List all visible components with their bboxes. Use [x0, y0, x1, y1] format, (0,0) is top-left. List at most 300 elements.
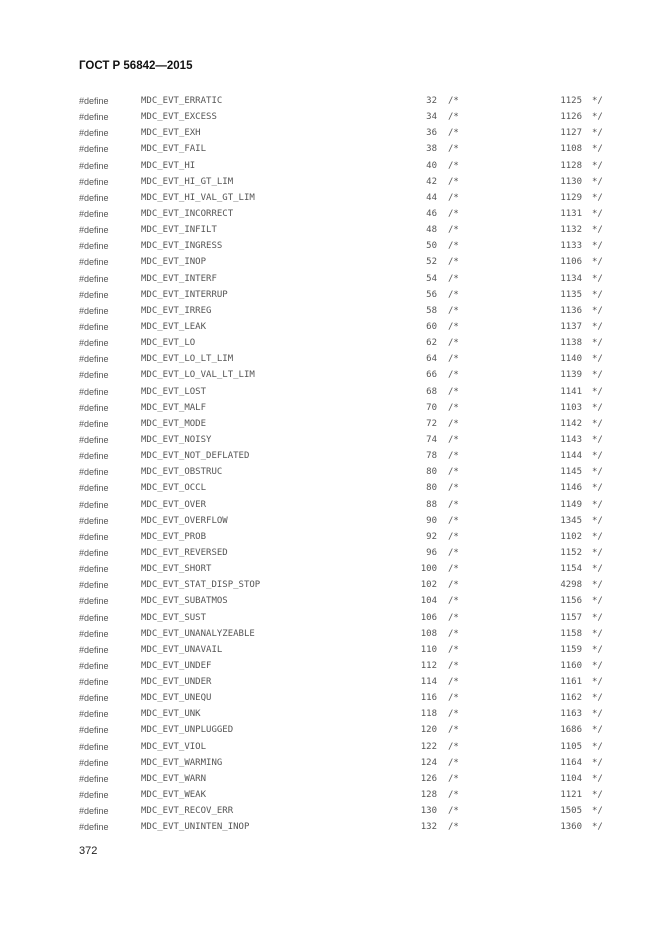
term-code: 1125 — [560, 96, 582, 106]
define-keyword: #define — [79, 757, 109, 768]
constant-value: 46 — [426, 208, 437, 219]
comment-open: /* — [448, 208, 459, 219]
code-line — [0, 176, 661, 192]
term-code: 1130 — [560, 176, 582, 187]
code-line — [0, 256, 661, 272]
constant-value: 34 — [426, 112, 437, 123]
define-keyword: #define — [79, 515, 109, 526]
comment-close: */ — [592, 96, 603, 106]
constant-name: MDC_EVT_OCCL — [141, 483, 207, 494]
term-code: 1136 — [560, 305, 582, 316]
comment-close: */ — [592, 160, 603, 171]
code-line — [0, 773, 661, 789]
constant-name: MDC_EVT_INTERF — [141, 273, 217, 284]
comment-close: */ — [592, 338, 603, 349]
define-keyword: #define — [79, 596, 109, 607]
comment-close: */ — [592, 693, 603, 704]
comment-open: /* — [448, 806, 459, 817]
comment-close: */ — [592, 580, 603, 591]
comment-open: /* — [448, 241, 459, 252]
code-line — [0, 660, 661, 676]
comment-close: */ — [592, 354, 603, 365]
code-line — [0, 821, 661, 837]
comment-open: /* — [448, 596, 459, 607]
comment-close: */ — [592, 547, 603, 558]
define-keyword: #define — [79, 434, 109, 445]
comment-open: /* — [448, 257, 459, 268]
comment-close: */ — [592, 418, 603, 429]
comment-close: */ — [592, 757, 603, 768]
comment-close: */ — [592, 822, 603, 833]
comment-open: /* — [448, 725, 459, 736]
constant-name: MDC_EVT_IRREG — [141, 305, 212, 316]
constant-value: 36 — [426, 128, 437, 139]
constant-value: 102 — [420, 580, 437, 591]
constant-name: MDC_EVT_UNEQU — [141, 693, 212, 704]
comment-close: */ — [592, 806, 603, 817]
comment-open: /* — [448, 515, 459, 526]
constant-value: 42 — [426, 176, 437, 187]
comment-open: /* — [448, 547, 459, 558]
define-keyword: #define — [79, 225, 109, 236]
term-code: 1345 — [560, 515, 582, 526]
code-line — [0, 757, 661, 773]
term-code: 1143 — [560, 434, 582, 445]
define-keyword: #define — [79, 144, 109, 155]
comment-open: /* — [448, 305, 459, 316]
code-line — [0, 628, 661, 644]
constant-value: 78 — [426, 451, 437, 462]
constant-value: 128 — [420, 790, 437, 801]
constant-value: 64 — [426, 354, 437, 365]
code-line — [0, 192, 661, 208]
comment-open: /* — [448, 483, 459, 494]
comment-close: */ — [592, 289, 603, 300]
comment-close: */ — [592, 451, 603, 462]
term-code: 1161 — [560, 677, 582, 688]
term-code: 1149 — [560, 499, 582, 510]
code-line — [0, 240, 661, 256]
term-code: 1131 — [560, 208, 582, 219]
code-line — [0, 563, 661, 579]
constant-name: MDC_EVT_PROB — [141, 531, 207, 542]
code-line — [0, 289, 661, 305]
define-keyword: #define — [79, 321, 109, 332]
constant-name: MDC_EVT_REVERSED — [141, 547, 228, 558]
code-line — [0, 305, 661, 321]
comment-close: */ — [592, 628, 603, 639]
code-listing — [0, 95, 661, 837]
constant-name: MDC_EVT_WEAK — [141, 790, 207, 801]
code-line — [0, 111, 661, 127]
constant-value: 118 — [420, 709, 437, 720]
comment-close: */ — [592, 677, 603, 688]
comment-close: */ — [592, 257, 603, 268]
constant-value: 88 — [426, 499, 437, 510]
code-line — [0, 708, 661, 724]
term-code: 1144 — [560, 451, 582, 462]
term-code: 1145 — [560, 467, 582, 478]
code-line — [0, 143, 661, 159]
term-code: 1138 — [560, 338, 582, 349]
term-code: 1106 — [560, 257, 582, 268]
constant-value: 108 — [420, 628, 437, 639]
constant-value: 68 — [426, 386, 437, 397]
code-line — [0, 676, 661, 692]
code-line — [0, 547, 661, 563]
comment-close: */ — [592, 596, 603, 607]
term-code: 1146 — [560, 483, 582, 494]
comment-close: */ — [592, 644, 603, 655]
constant-value: 104 — [420, 596, 437, 607]
define-keyword: #define — [79, 176, 109, 187]
comment-open: /* — [448, 531, 459, 542]
constant-name: MDC_EVT_EXH — [141, 128, 201, 139]
constant-name: MDC_EVT_NOT_DEFLATED — [141, 451, 250, 462]
code-line — [0, 612, 661, 628]
define-keyword: #define — [79, 709, 109, 720]
constant-name: MDC_EVT_UNK — [141, 709, 201, 720]
constant-name: MDC_EVT_EXCESS — [141, 112, 217, 123]
constant-value: 44 — [426, 192, 437, 203]
constant-value: 106 — [420, 612, 437, 623]
constant-name: MDC_EVT_RECOV_ERR — [141, 806, 234, 817]
code-line — [0, 208, 661, 224]
term-code: 1162 — [560, 693, 582, 704]
code-line — [0, 337, 661, 353]
code-line — [0, 450, 661, 466]
comment-open: /* — [448, 273, 459, 284]
comment-open: /* — [448, 580, 459, 591]
term-code: 1135 — [560, 289, 582, 300]
comment-close: */ — [592, 564, 603, 575]
page-number: 372 — [79, 845, 98, 857]
constant-name: MDC_EVT_HI_VAL_GT_LIM — [141, 192, 255, 203]
constant-name: MDC_EVT_INFILT — [141, 225, 217, 236]
constant-name: MDC_EVT_INCORRECT — [141, 208, 234, 219]
constant-value: 60 — [426, 321, 437, 332]
define-keyword: #define — [79, 273, 109, 284]
comment-open: /* — [448, 402, 459, 413]
comment-close: */ — [592, 321, 603, 332]
define-keyword: #define — [79, 160, 109, 171]
constant-name: MDC_EVT_OBSTRUC — [141, 467, 223, 478]
constant-name: MDC_EVT_INGRESS — [141, 241, 223, 252]
define-keyword: #define — [79, 370, 109, 381]
comment-close: */ — [592, 612, 603, 623]
constant-value: 132 — [420, 822, 437, 833]
term-code: 1137 — [560, 321, 582, 332]
comment-open: /* — [448, 660, 459, 671]
constant-value: 124 — [420, 757, 437, 768]
comment-close: */ — [592, 144, 603, 155]
comment-open: /* — [448, 677, 459, 688]
constant-value: 56 — [426, 289, 437, 300]
term-code: 1160 — [560, 660, 582, 671]
term-code: 1104 — [560, 773, 582, 784]
define-keyword: #define — [79, 644, 109, 655]
comment-open: /* — [448, 709, 459, 720]
constant-value: 110 — [420, 644, 437, 655]
code-line — [0, 386, 661, 402]
constant-name: MDC_EVT_FAIL — [141, 144, 207, 155]
constant-name: MDC_EVT_UNANALYZEABLE — [141, 628, 255, 639]
code-line — [0, 160, 661, 176]
define-keyword: #define — [79, 790, 109, 801]
comment-open: /* — [448, 628, 459, 639]
comment-close: */ — [592, 402, 603, 413]
define-keyword: #define — [79, 305, 109, 316]
constant-value: 126 — [420, 773, 437, 784]
term-code: 1134 — [560, 273, 582, 284]
constant-name: MDC_EVT_WARN — [141, 773, 207, 784]
term-code: 1164 — [560, 757, 582, 768]
comment-open: /* — [448, 564, 459, 575]
constant-name: MDC_EVT_LO — [141, 338, 196, 349]
comment-open: /* — [448, 418, 459, 429]
comment-close: */ — [592, 434, 603, 445]
constant-value: 100 — [420, 564, 437, 575]
constant-value: 80 — [426, 467, 437, 478]
term-code: 1360 — [560, 822, 582, 833]
constant-name: MDC_EVT_MALF — [141, 402, 207, 413]
comment-close: */ — [592, 112, 603, 123]
term-code: 1141 — [560, 386, 582, 397]
comment-open: /* — [448, 144, 459, 155]
constant-value: 90 — [426, 515, 437, 526]
define-keyword: #define — [79, 338, 109, 349]
code-line — [0, 515, 661, 531]
constant-name: MDC_EVT_SHORT — [141, 564, 212, 575]
constant-value: 70 — [426, 402, 437, 413]
constant-value: 52 — [426, 257, 437, 268]
comment-close: */ — [592, 531, 603, 542]
code-line — [0, 224, 661, 240]
constant-name: MDC_EVT_LEAK — [141, 321, 207, 332]
comment-close: */ — [592, 305, 603, 316]
comment-close: */ — [592, 467, 603, 478]
comment-open: /* — [448, 451, 459, 462]
code-line — [0, 273, 661, 289]
comment-open: /* — [448, 773, 459, 784]
comment-close: */ — [592, 225, 603, 236]
term-code: 1158 — [560, 628, 582, 639]
constant-name: MDC_EVT_UNPLUGGED — [141, 725, 234, 736]
comment-open: /* — [448, 693, 459, 704]
constant-name: MDC_EVT_NOISY — [141, 434, 212, 445]
define-keyword: #define — [79, 483, 109, 494]
define-keyword: #define — [79, 467, 109, 478]
define-keyword: #define — [79, 564, 109, 575]
comment-close: */ — [592, 192, 603, 203]
term-code: 1505 — [560, 806, 582, 817]
constant-name: MDC_EVT_MODE — [141, 418, 207, 429]
comment-open: /* — [448, 644, 459, 655]
define-keyword: #define — [79, 822, 109, 833]
constant-value: 32 — [426, 96, 437, 106]
define-keyword: #define — [79, 741, 109, 752]
term-code: 1159 — [560, 644, 582, 655]
term-code: 1126 — [560, 112, 582, 123]
comment-close: */ — [592, 725, 603, 736]
comment-open: /* — [448, 192, 459, 203]
constant-value: 50 — [426, 241, 437, 252]
define-keyword: #define — [79, 806, 109, 817]
term-code: 1156 — [560, 596, 582, 607]
code-line — [0, 789, 661, 805]
constant-value: 58 — [426, 305, 437, 316]
comment-close: */ — [592, 176, 603, 187]
term-code: 4298 — [560, 580, 582, 591]
comment-close: */ — [592, 773, 603, 784]
comment-open: /* — [448, 338, 459, 349]
define-keyword: #define — [79, 725, 109, 736]
constant-name: MDC_EVT_LO_LT_LIM — [141, 354, 234, 365]
comment-close: */ — [592, 515, 603, 526]
comment-open: /* — [448, 757, 459, 768]
term-code: 1140 — [560, 354, 582, 365]
comment-open: /* — [448, 289, 459, 300]
comment-open: /* — [448, 176, 459, 187]
term-code: 1139 — [560, 370, 582, 381]
comment-open: /* — [448, 225, 459, 236]
define-keyword: #define — [79, 402, 109, 413]
comment-open: /* — [448, 822, 459, 833]
define-keyword: #define — [79, 628, 109, 639]
code-line — [0, 805, 661, 821]
code-line — [0, 692, 661, 708]
term-code: 1142 — [560, 418, 582, 429]
code-line — [0, 595, 661, 611]
comment-open: /* — [448, 354, 459, 365]
define-keyword: #define — [79, 96, 109, 106]
constant-value: 74 — [426, 434, 437, 445]
comment-open: /* — [448, 386, 459, 397]
code-line — [0, 127, 661, 143]
code-line — [0, 369, 661, 385]
code-line — [0, 499, 661, 515]
term-code: 1686 — [560, 725, 582, 736]
comment-close: */ — [592, 709, 603, 720]
define-keyword: #define — [79, 693, 109, 704]
constant-name: MDC_EVT_UNDEF — [141, 660, 212, 671]
comment-close: */ — [592, 208, 603, 219]
comment-open: /* — [448, 467, 459, 478]
comment-open: /* — [448, 96, 459, 106]
code-line — [0, 434, 661, 450]
constant-value: 130 — [420, 806, 437, 817]
constant-value: 120 — [420, 725, 437, 736]
term-code: 1127 — [560, 128, 582, 139]
code-line — [0, 741, 661, 757]
constant-value: 80 — [426, 483, 437, 494]
comment-open: /* — [448, 370, 459, 381]
define-keyword: #define — [79, 354, 109, 365]
comment-open: /* — [448, 612, 459, 623]
define-keyword: #define — [79, 451, 109, 462]
comment-open: /* — [448, 321, 459, 332]
constant-value: 72 — [426, 418, 437, 429]
define-keyword: #define — [79, 112, 109, 123]
constant-value: 96 — [426, 547, 437, 558]
comment-open: /* — [448, 160, 459, 171]
comment-open: /* — [448, 112, 459, 123]
define-keyword: #define — [79, 289, 109, 300]
comment-close: */ — [592, 483, 603, 494]
define-keyword: #define — [79, 499, 109, 510]
term-code: 1129 — [560, 192, 582, 203]
constant-name: MDC_EVT_OVERFLOW — [141, 515, 228, 526]
constant-value: 62 — [426, 338, 437, 349]
constant-name: MDC_EVT_SUST — [141, 612, 207, 623]
define-keyword: #define — [79, 660, 109, 671]
term-code: 1128 — [560, 160, 582, 171]
define-keyword: #define — [79, 612, 109, 623]
comment-open: /* — [448, 741, 459, 752]
define-keyword: #define — [79, 547, 109, 558]
constant-name: MDC_EVT_UNINTEN_INOP — [141, 822, 250, 833]
constant-name: MDC_EVT_HI — [141, 160, 196, 171]
constant-name: MDC_EVT_SUBATMOS — [141, 596, 228, 607]
constant-value: 54 — [426, 273, 437, 284]
code-line — [0, 95, 661, 111]
constant-name: MDC_EVT_WARMING — [141, 757, 223, 768]
code-line — [0, 418, 661, 434]
comment-open: /* — [448, 434, 459, 445]
define-keyword: #define — [79, 192, 109, 203]
term-code: 1133 — [560, 241, 582, 252]
constant-name: MDC_EVT_LOST — [141, 386, 207, 397]
comment-close: */ — [592, 660, 603, 671]
constant-name: MDC_EVT_VIOL — [141, 741, 207, 752]
constant-name: MDC_EVT_HI_GT_LIM — [141, 176, 234, 187]
comment-close: */ — [592, 128, 603, 139]
document-header-title: ГОСТ Р 56842—2015 — [79, 60, 193, 72]
term-code: 1152 — [560, 547, 582, 558]
constant-name: MDC_EVT_INOP — [141, 257, 207, 268]
term-code: 1108 — [560, 144, 582, 155]
code-line — [0, 724, 661, 740]
define-keyword: #define — [79, 257, 109, 268]
term-code: 1103 — [560, 402, 582, 413]
define-keyword: #define — [79, 418, 109, 429]
comment-close: */ — [592, 370, 603, 381]
comment-open: /* — [448, 128, 459, 139]
term-code: 1154 — [560, 564, 582, 575]
define-keyword: #define — [79, 128, 109, 139]
constant-value: 112 — [420, 660, 437, 671]
code-line — [0, 402, 661, 418]
comment-close: */ — [592, 273, 603, 284]
constant-value: 92 — [426, 531, 437, 542]
constant-name: MDC_EVT_UNAVAIL — [141, 644, 223, 655]
constant-name: MDC_EVT_LO_VAL_LT_LIM — [141, 370, 255, 381]
constant-value: 38 — [426, 144, 437, 155]
constant-value: 66 — [426, 370, 437, 381]
comment-close: */ — [592, 741, 603, 752]
constant-name: MDC_EVT_STAT_DISP_STOP — [141, 580, 261, 591]
code-line — [0, 321, 661, 337]
code-line — [0, 353, 661, 369]
comment-open: /* — [448, 499, 459, 510]
comment-close: */ — [592, 790, 603, 801]
term-code: 1102 — [560, 531, 582, 542]
define-keyword: #define — [79, 531, 109, 542]
code-line — [0, 644, 661, 660]
comment-open: /* — [448, 790, 459, 801]
code-line — [0, 579, 661, 595]
comment-close: */ — [592, 386, 603, 397]
